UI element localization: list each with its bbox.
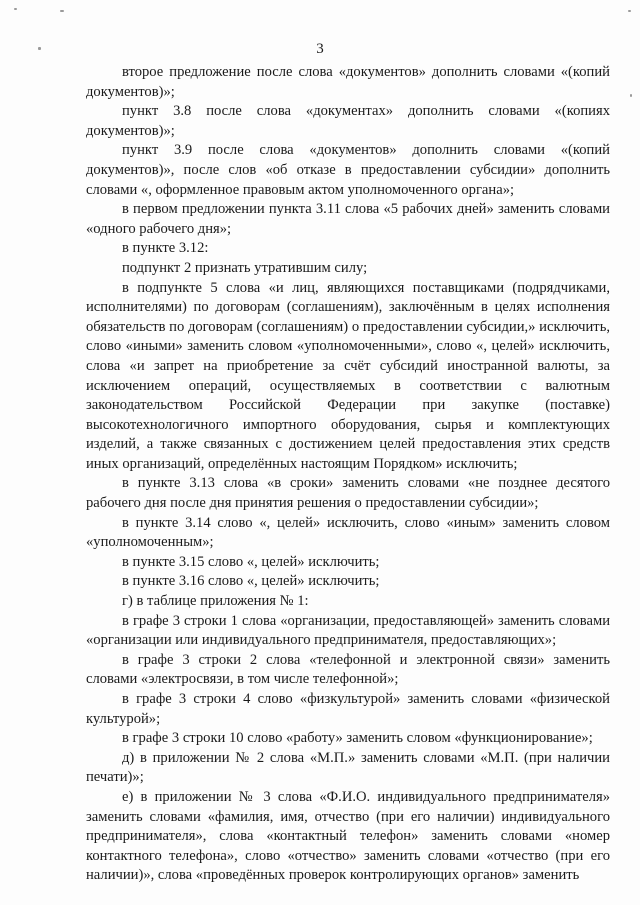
paragraph: пункт 3.8 после слова «документах» дополнить словами «(копиях документов)»; (86, 103, 610, 139)
paragraph: е) в приложении № 3 слова «Ф.И.О. индивидуального предпринимателя» заменить словами «фамилия, имя, отчество (при его наличии) индивидуального предпринимателя», слова «контактный телефон» заменить словами «номер контактного телефона», слово «отчество» заменить словами «отчество (при его наличии)», слова «проведённых проверок контролирующих органов» заменить (86, 788, 610, 884)
paragraph: подпункт 2 признать утратившим силу; (122, 259, 368, 276)
paragraph: второе предложение после слова «документов» дополнить словами «(копий документов)»; (86, 64, 610, 100)
paragraph: в пункте 3.13 слова «в сроки» заменить словами «не позднее десятого рабочего дня после дня принятия решения о предоставлении субсидии»; (86, 475, 610, 512)
paragraph: д) в приложении № 2 слова «М.П.» заменить словами «М.П. (при наличии печати)»; (86, 749, 610, 786)
scan-speck (628, 10, 631, 12)
scan-speck (60, 10, 64, 12)
paragraph: пункт 3.9 после слова «документов» дополнить словами «(копий документов)», после слов «об отказе в предоставлении субсидии» дополнить словами «, оформленное правовым актом уполномоченного органа»; (86, 142, 610, 198)
paragraph: в первом предложении пункта 3.11 слова «5 рабочих дней» заменить словами «одного рабочего дня»; (86, 201, 610, 237)
paragraph: в графе 3 строки 1 слова «организации, предоставляющей» заменить словами «организации или индивидуального предпринимателя, предоставляющих»; (86, 612, 610, 649)
paragraph: в графе 3 строки 2 слова «телефонной и электронной связи» заменить словами «электросвязи, в том числе телефонной»; (86, 651, 610, 688)
page-number: 3 (316, 41, 324, 57)
paragraph: г) в таблице приложения № 1: (122, 593, 309, 610)
paragraph: в пункте 3.16 слово «, целей» исключить; (122, 573, 380, 590)
document-body (86, 63, 610, 886)
scan-speck (14, 8, 17, 10)
paragraph: в графе 3 строки 4 слово «физкультурой» заменить словами «физической культурой»; (86, 691, 610, 727)
paragraph: в подпункте 5 слова «и лиц, являющихся поставщиками (подрядчиками, исполнителями) по договорам (соглашениям), заключённым в целях исполнения обязательств по договорам (соглашениям) о предоставлении субсидии,» исключить, слово «иными» заменить словом «уполномоченными», слово «, целей» исключить, слова «и запрет на приобретение за счёт субсидий иностранной валюты, за исключением операций, осуществляемых в соответствии с валютным законодательством Российской Федерации при закупке (поставке) высокотехнологичного импортного оборудования, сырья и комплектующих изделий, а также связанных с достижением целей предоставления этих средств иных организаций, определённых настоящим Порядком» исключить; (86, 279, 610, 472)
paragraph: в пункте 3.12: (122, 240, 209, 257)
paragraph: в пункте 3.14 слово «, целей» исключить, слово «иным» заменить словом «уполномоченным»; (86, 514, 610, 551)
paragraph: в пункте 3.15 слово «, целей» исключить; (122, 553, 380, 570)
scan-speck (630, 94, 632, 97)
paragraph: в графе 3 строки 10 слово «работу» заменить словом «функционирование»; (122, 730, 593, 747)
